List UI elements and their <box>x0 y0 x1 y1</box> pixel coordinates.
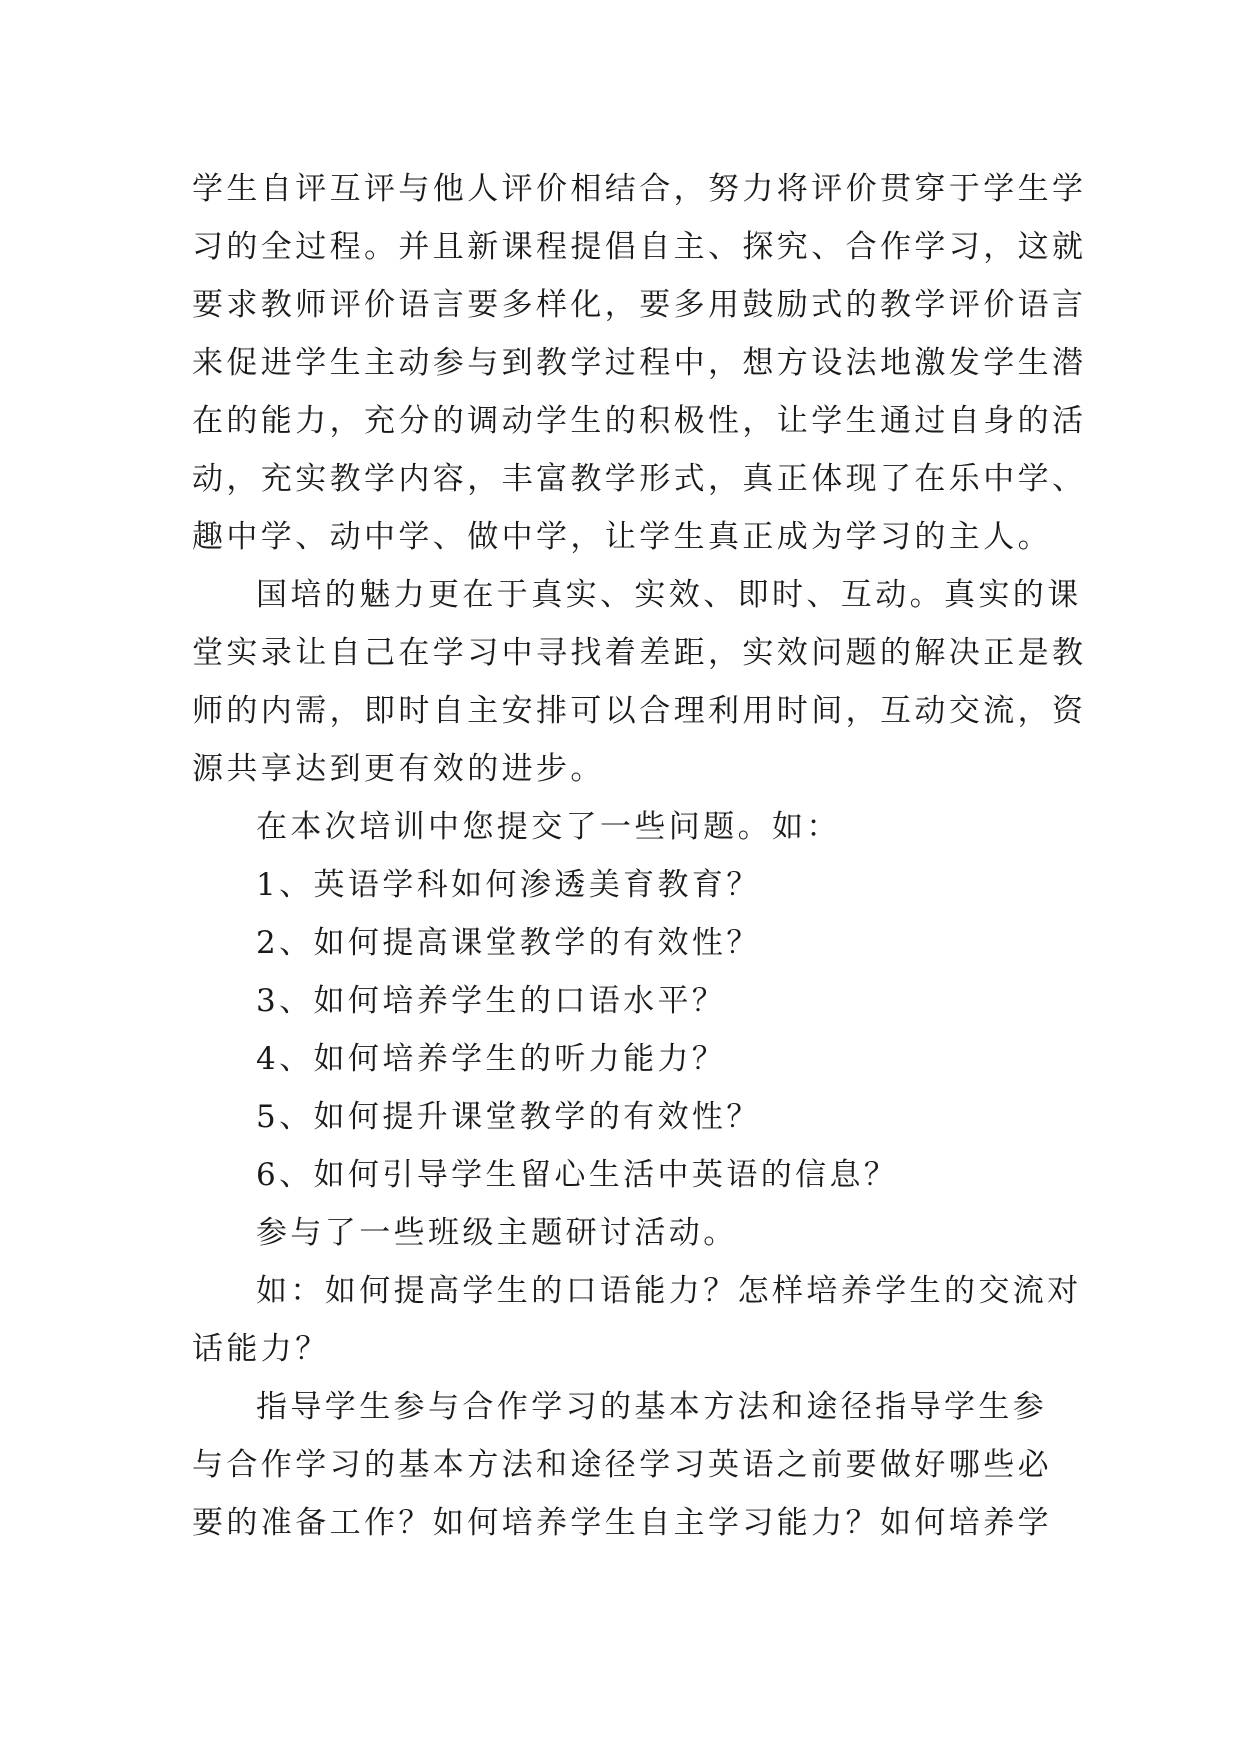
text-line: 要求教师评价语言要多样化，要多用鼓励式的教学评价语言 <box>192 287 1087 323</box>
text-line: 在的能力，充分的调动学生的积极性，让学生通过自身的活 <box>192 403 1087 439</box>
text-line: 参与了一些班级主题研讨活动。 <box>256 1215 738 1251</box>
text-line: 学生自评互评与他人评价相结合，努力将评价贯穿于学生学 <box>192 171 1087 207</box>
text-line: 3、如何培养学生的口语水平？ <box>256 983 727 1019</box>
text-line: 趣中学、动中学、做中学，让学生真正成为学习的主人。 <box>192 519 1052 555</box>
text-line: 2、如何提高课堂教学的有效性？ <box>256 925 761 961</box>
body-text <box>192 160 1087 1552</box>
text-line: 师的内需，即时自主安排可以合理利用时间，互动交流，资 <box>192 693 1087 729</box>
text-line: 来促进学生主动参与到教学过程中，想方设法地激发学生潜 <box>192 345 1087 381</box>
text-line: 如：如何提高学生的口语能力？怎样培养学生的交流对 <box>256 1273 1082 1309</box>
text-line: 要的准备工作？如何培养学生自主学习能力？如何培养学 <box>192 1505 1052 1541</box>
text-line: 6、如何引导学生留心生活中英语的信息？ <box>256 1157 899 1193</box>
text-line: 话能力？ <box>192 1331 330 1367</box>
text-line: 国培的魅力更在于真实、实效、即时、互动。真实的课 <box>256 577 1082 613</box>
text-line: 在本次培训中您提交了一些问题。如： <box>256 809 841 845</box>
text-line: 5、如何提升课堂教学的有效性？ <box>256 1099 761 1135</box>
text-line: 与合作学习的基本方法和途径学习英语之前要做好哪些必 <box>192 1447 1052 1483</box>
text-line: 堂实录让自己在学习中寻找着差距，实效问题的解决正是教 <box>192 635 1087 671</box>
text-line: 习的全过程。并且新课程提倡自主、探究、合作学习，这就 <box>192 229 1087 265</box>
text-line: 1、英语学科如何渗透美育教育？ <box>256 867 761 903</box>
text-line: 指导学生参与合作学习的基本方法和途径指导学生参 <box>256 1389 1048 1425</box>
text-line: 动，充实教学内容，丰富教学形式，真正体现了在乐中学、 <box>192 461 1087 497</box>
text-line: 源共享达到更有效的进步。 <box>192 751 605 787</box>
text-line: 4、如何培养学生的听力能力？ <box>256 1041 727 1077</box>
